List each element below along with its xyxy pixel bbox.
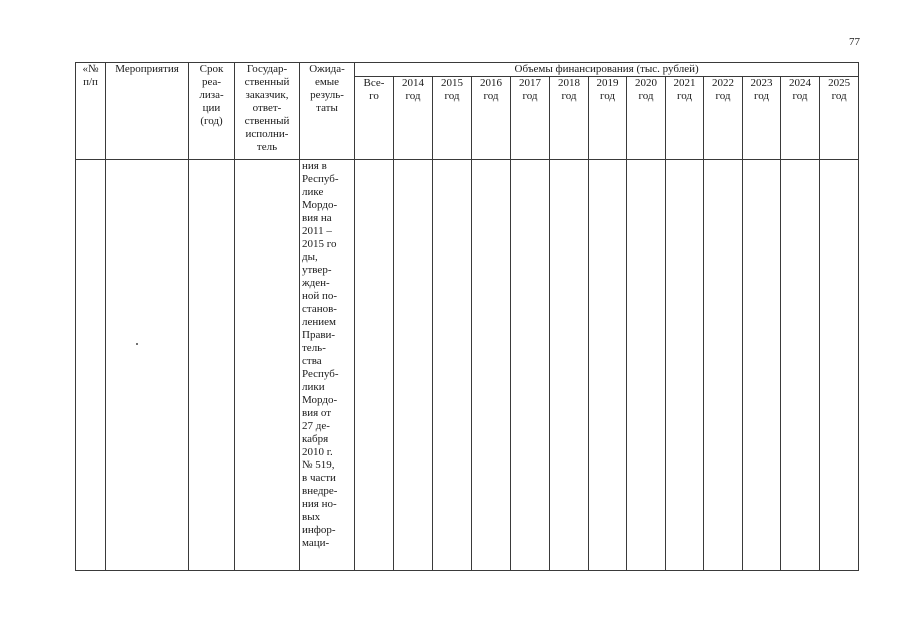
cell-2022	[704, 160, 743, 571]
header-total: Все- го	[355, 77, 394, 160]
page-number: 77	[849, 36, 860, 48]
header-number: «№ п/п	[76, 63, 106, 160]
cell-2017	[511, 160, 550, 571]
header-year-2025: 2025 год	[820, 77, 859, 160]
cell-2018	[550, 160, 589, 571]
header-expected-results: Ожида- емые резуль- таты	[300, 63, 355, 160]
header-year-2022: 2022 год	[704, 77, 743, 160]
cell-2014	[394, 160, 433, 571]
cell-2015	[433, 160, 472, 571]
cell-2016	[472, 160, 511, 571]
header-year-2020: 2020 год	[627, 77, 666, 160]
cell-number	[76, 160, 106, 571]
header-term: Срок реа- лиза- ции (год)	[189, 63, 235, 160]
cell-2019	[589, 160, 627, 571]
header-funding-group: Объемы финансирования (тыс. рублей)	[355, 63, 859, 77]
header-year-2017: 2017 год	[511, 77, 550, 160]
header-year-2018: 2018 год	[550, 77, 589, 160]
cell-measures	[106, 160, 189, 571]
cell-expected-results: ния в Респуб- лике Мордо- вия на 2011 – 2015 го ды, утвер- жден- ной по- станов- лением Прави- тель- ства Респуб- лики Мордо- вия от 27 де- кабря 2010 г. № 519, в части внедре- ния но- вых инфор- маци-	[300, 160, 355, 571]
cell-total	[355, 160, 394, 571]
header-year-2024: 2024 год	[781, 77, 820, 160]
header-year-2019: 2019 год	[589, 77, 627, 160]
cell-2020	[627, 160, 666, 571]
cell-2025	[820, 160, 859, 571]
header-customer: Государ- ственный заказчик, ответ- ственный исполни- тель	[235, 63, 300, 160]
cell-term	[189, 160, 235, 571]
cell-customer	[235, 160, 300, 571]
header-year-2014: 2014 год	[394, 77, 433, 160]
header-year-2016: 2016 год	[472, 77, 511, 160]
header-row-1	[76, 63, 859, 77]
cell-2021	[666, 160, 704, 571]
header-year-2021: 2021 год	[666, 77, 704, 160]
header-measures: Мероприятия	[106, 63, 189, 160]
table-row	[76, 160, 859, 571]
header-year-2023: 2023 год	[743, 77, 781, 160]
header-year-2015: 2015 год	[433, 77, 472, 160]
cell-2023	[743, 160, 781, 571]
cell-2024	[781, 160, 820, 571]
funding-table	[75, 62, 859, 571]
